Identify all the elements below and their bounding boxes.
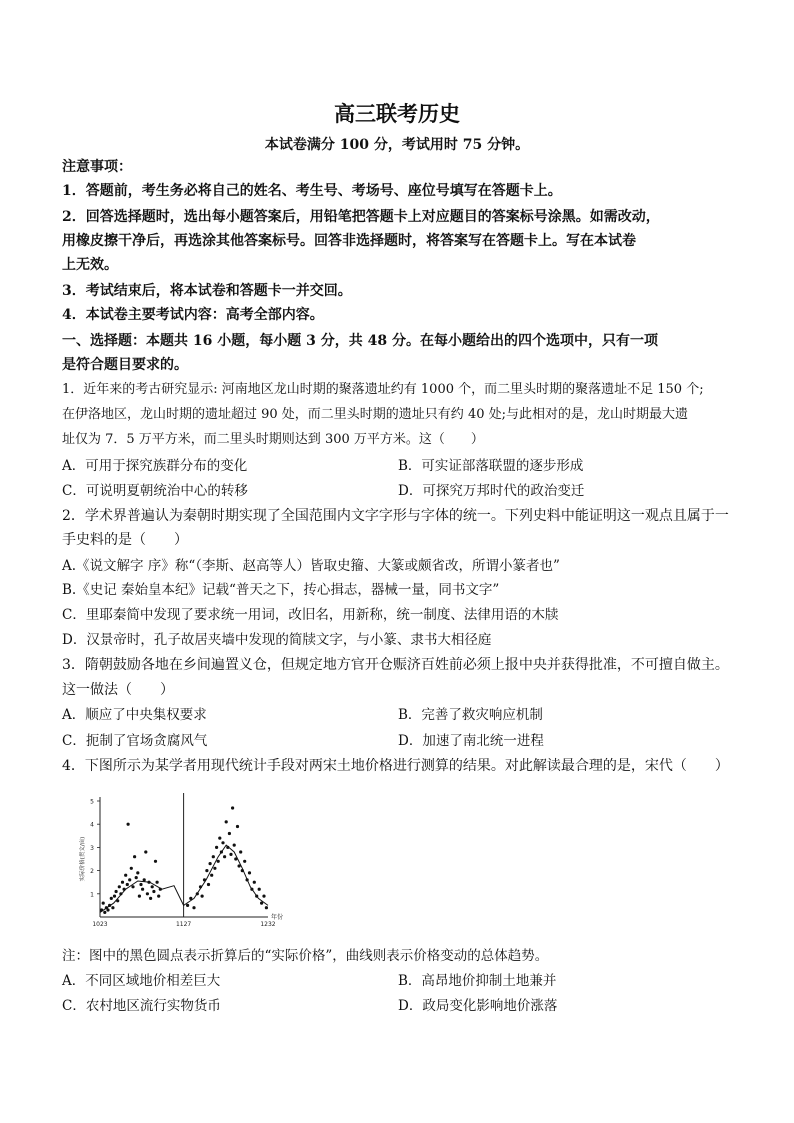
data-point <box>196 892 199 895</box>
data-point <box>210 874 213 877</box>
data-point <box>110 897 113 900</box>
data-point <box>135 876 138 879</box>
data-point <box>144 850 147 853</box>
data-point <box>113 895 116 898</box>
data-point <box>234 857 237 860</box>
q3-stem: 3．隋朝鼓励各地在乡间遍置义仓，但规定地方官开仓赈济百姓前必须上报中央并获得批准，不可擅自做主。 <box>62 657 729 673</box>
data-point <box>209 862 212 865</box>
q2-option-c[interactable]: C．里耶秦简中发现了要求统一用词，改旧名，用新称，统一制度、法律用语的木牍 <box>62 607 559 623</box>
q4-note: 注：图中的黑色圆点表示折算后的“实际价格”，曲线则表示价格变动的总体趋势。 <box>62 948 549 964</box>
data-point <box>225 820 228 823</box>
y-axis-label: 实际价格(贯文/亩) <box>80 836 86 882</box>
q1-option-b[interactable]: B．可实证部落联盟的逐步形成 <box>398 458 584 474</box>
data-point <box>152 890 155 893</box>
q2-option-d[interactable]: D．汉景帝时，孔子故居夹墙中发现的简牍文字，与小篆、隶书大相径庭 <box>62 632 492 648</box>
q1-stem: 址仅为 7．5 万平方米，而二里头时期则达到 300 万平方米。这（ ） <box>62 432 484 447</box>
q3-option-a[interactable]: A．顺应了中央集权要求 <box>62 707 207 723</box>
data-point <box>260 902 263 905</box>
q4-option-a[interactable]: A．不同区域地价相差巨大 <box>62 973 221 989</box>
y-tick-label: 5 <box>90 798 94 806</box>
data-point <box>250 888 253 891</box>
data-point <box>217 860 220 863</box>
data-point <box>121 881 124 884</box>
data-point <box>201 895 204 898</box>
data-point <box>205 869 208 872</box>
data-point <box>151 885 154 888</box>
data-point <box>159 888 162 891</box>
data-point <box>128 878 131 881</box>
x-tick-label: 1023 <box>92 921 108 928</box>
data-point <box>124 874 127 877</box>
data-point <box>221 841 224 844</box>
q4-option-b[interactable]: B．高昂地价抑制土地兼并 <box>398 973 557 989</box>
q3-option-b[interactable]: B．完善了救灾响应机制 <box>398 707 543 723</box>
data-point <box>239 850 242 853</box>
data-point <box>246 878 249 881</box>
q1-stem: 1．近年来的考古研究显示: 河南地区龙山时期的聚落遗址约有 1000 个，而二里头时期的聚落遗址不足 150 个; <box>62 382 704 397</box>
data-point <box>143 878 146 881</box>
land-price-chart <box>70 791 290 941</box>
data-point <box>156 881 159 884</box>
data-point <box>118 885 121 888</box>
q3-option-c[interactable]: C．扼制了官场贪腐风气 <box>62 733 208 749</box>
x-tick-label: 1127 <box>175 921 192 928</box>
q1-stem: 在伊洛地区，龙山时期的遗址超过 90 处，而二里头时期的遗址只有约 40 处;与此相对的是，龙山时期最大遗 <box>62 407 688 422</box>
data-point <box>111 906 114 909</box>
data-point <box>218 837 221 840</box>
data-point <box>138 895 141 898</box>
data-point <box>131 885 134 888</box>
data-point <box>116 899 119 902</box>
data-point <box>248 871 251 874</box>
data-point <box>258 888 261 891</box>
data-point <box>231 806 234 809</box>
data-point <box>253 881 256 884</box>
x-axis-label: 年份 <box>271 914 284 921</box>
notice-item: 4．本试卷主要考试内容：高考全部内容。 <box>62 307 324 323</box>
data-point <box>130 867 133 870</box>
data-point <box>233 844 236 847</box>
data-point <box>139 883 142 886</box>
data-point <box>241 869 244 872</box>
notice-heading: 注意事项： <box>62 159 132 175</box>
q4-stem: 4．下图所示为某学者用现代统计手段对两宋土地价格进行测算的结果。对此解读最合理的是，宋代（ ） <box>62 758 729 774</box>
data-point <box>149 897 152 900</box>
data-point <box>262 895 265 898</box>
x-tick-label: 1232 <box>260 921 276 928</box>
q1-option-a[interactable]: A．可用于探究族群分布的变化 <box>62 458 248 474</box>
data-point <box>100 908 103 911</box>
data-point <box>103 911 106 914</box>
y-tick-label: 2 <box>90 868 94 876</box>
data-point <box>228 832 231 835</box>
notice-item: 2．回答选择题时，选出每小题答案后，用铅笔把答题卡上对应题目的答案标号涂黑。如需改动， <box>62 209 660 225</box>
data-point <box>238 864 241 867</box>
data-point <box>108 904 111 907</box>
data-point <box>189 897 192 900</box>
q1-option-d[interactable]: D．可探究万邦时代的政治变迁 <box>398 483 585 499</box>
data-point <box>123 888 126 891</box>
data-point <box>212 855 215 858</box>
notice-item: 3．考试结束后，将本试卷和答题卡一并交回。 <box>62 283 352 299</box>
data-point <box>226 846 229 849</box>
data-point <box>243 860 246 863</box>
data-point <box>186 904 189 907</box>
data-point <box>115 890 118 893</box>
data-point <box>133 855 136 858</box>
q3-option-d[interactable]: D．加速了南北统一进程 <box>398 733 544 749</box>
q2-option-b[interactable]: B.《史记 秦始皇本纪》记载“普天之下，抟心揖志，器械一量，同书文字” <box>62 582 500 598</box>
data-point <box>203 878 206 881</box>
y-tick-label: 3 <box>90 844 94 852</box>
q4-option-d[interactable]: D．政局变化影响地价涨落 <box>398 998 558 1014</box>
data-point <box>223 855 226 858</box>
section-heading-cont: 是符合题目要求的。 <box>62 357 188 373</box>
data-point <box>236 825 239 828</box>
data-point <box>215 846 218 849</box>
q1-option-c[interactable]: C．可说明夏朝统治中心的转移 <box>62 483 248 499</box>
q2-stem: 手史料的是（ ） <box>62 532 188 548</box>
data-point <box>102 902 105 905</box>
data-point <box>119 892 122 895</box>
q2-option-a[interactable]: A.《说文解字 序》称“（李斯、赵高等人）皆取史籀、大篆或颇省改，所谓小篆者也” <box>62 558 560 574</box>
data-point <box>207 883 210 886</box>
page-title: 高三联考历史 <box>334 102 460 126</box>
y-tick-label: 4 <box>90 821 94 829</box>
data-point <box>146 892 149 895</box>
data-point <box>126 883 129 886</box>
q4-option-c[interactable]: C．农村地区流行实物货币 <box>62 998 221 1014</box>
data-point <box>199 885 202 888</box>
data-point <box>229 853 232 856</box>
data-point <box>147 881 150 884</box>
data-point <box>136 871 139 874</box>
data-point <box>127 823 130 826</box>
y-tick-label: 1 <box>90 891 94 899</box>
data-point <box>157 895 160 898</box>
data-point <box>265 906 268 909</box>
section-heading: 一、选择题：本题共 16 小题，每小题 3 分，共 48 分。在每小题给出的四个选项中，只有一项 <box>62 333 658 349</box>
data-point <box>213 867 216 870</box>
q3-stem: 这一做法（ ） <box>62 682 174 698</box>
data-point <box>106 908 109 911</box>
data-point <box>192 906 195 909</box>
data-point <box>154 860 157 863</box>
page-subtitle: 本试卷满分 100 分，考试用时 75 分钟。 <box>264 137 530 153</box>
notice-item: 用橡皮擦干净后，再选涂其他答案标号。回答非选择题时，将答案写在答题卡上。写在本试卷 <box>62 233 636 249</box>
data-point <box>255 895 258 898</box>
notice-item: 1．答题前，考生务必将自己的姓名、考生号、考场号、座位号填写在答题卡上。 <box>62 183 562 199</box>
data-point <box>220 850 223 853</box>
q2-stem: 2．学术界普遍认为秦朝时期实现了全国范围内文字字形与字体的统一。下列史料中能证明这一观点且属于一 <box>62 508 729 524</box>
notice-item: 上无效。 <box>62 257 118 273</box>
data-point <box>141 888 144 891</box>
